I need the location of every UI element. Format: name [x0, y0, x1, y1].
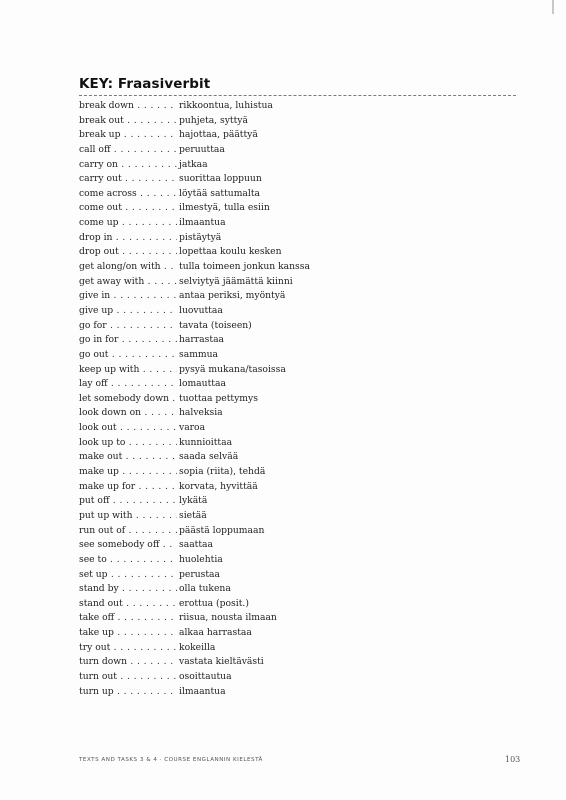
phrasal-verb: lay off . . . [79, 377, 177, 392]
finnish-translation: sammua [179, 348, 219, 360]
phrasal-verb: put up with . . . [79, 509, 177, 524]
phrasal-verb: make up for . . . [79, 480, 177, 495]
scan-edge-mark [552, 0, 554, 14]
page-number: 103 [505, 755, 521, 764]
finnish-translation: ilmestyä, tulla esiin [179, 202, 270, 214]
phrasal-verb: break down . . . [79, 99, 177, 114]
phrasal-verb: put off . . . [79, 494, 177, 509]
list-item [79, 450, 509, 465]
finnish-translation: ilmaantua [179, 217, 226, 229]
finnish-translation: pysyä mukana/tasoissa [179, 363, 286, 375]
finnish-translation: antaa periksi, myöntyä [179, 290, 286, 302]
list-item [79, 245, 509, 260]
finnish-translation: riisua, nousta ilmaan [179, 612, 277, 624]
finnish-translation: kokeilla [179, 641, 216, 653]
list-item [79, 187, 509, 202]
finnish-translation: jatkaa [179, 158, 208, 170]
phrasal-verb: look down on . . . [79, 406, 177, 421]
finnish-translation: perustaa [179, 568, 220, 580]
list-item [79, 128, 509, 143]
phrasal-verb: see to . . . [79, 553, 177, 568]
list-item [79, 289, 509, 304]
finnish-translation: erottua (posit.) [179, 597, 249, 609]
list-item [79, 392, 509, 407]
phrasal-verb: keep up with . . . [79, 363, 177, 378]
list-item [79, 538, 509, 553]
list-item [79, 260, 509, 275]
list-item [79, 201, 509, 216]
list-item [79, 436, 509, 451]
list-item [79, 641, 509, 656]
list-item [79, 655, 509, 670]
phrasal-verb: turn up . . . [79, 685, 177, 700]
finnish-translation: päästä loppumaan [179, 524, 265, 536]
finnish-translation: lykätä [179, 495, 208, 507]
finnish-translation: sopia (riita), tehdä [179, 466, 266, 478]
finnish-translation: kunnioittaa [179, 436, 233, 448]
finnish-translation: rikkoontua, luhistua [179, 100, 273, 111]
phrasal-verb: take up . . . [79, 626, 177, 641]
list-item [79, 377, 509, 392]
list-item [79, 304, 509, 319]
list-item [79, 421, 509, 436]
finnish-translation: varoa [179, 422, 206, 434]
phrasal-verb: see somebody off . . . [79, 538, 177, 553]
finnish-translation: sietää [179, 509, 207, 521]
list-item [79, 158, 509, 173]
finnish-translation: peruuttaa [179, 143, 225, 155]
finnish-translation: löytää sattumalta [179, 187, 261, 199]
list-item [79, 670, 509, 685]
phrasal-verb: set up . . . [79, 568, 177, 583]
list-item [79, 509, 509, 524]
list-item [79, 465, 509, 480]
list-item [79, 319, 509, 334]
phrasal-verb: make out . . . [79, 450, 177, 465]
list-item [79, 114, 509, 129]
phrasal-verb: break up . . . [79, 128, 177, 143]
list-item [79, 216, 509, 231]
list-item [79, 611, 509, 626]
phrasal-verb: give in . . . [79, 289, 177, 304]
finnish-translation: halveksia [179, 407, 223, 419]
phrasal-verb: take off . . . [79, 611, 177, 626]
phrasal-verb: stand by . . . [79, 582, 177, 597]
phrasal-verb: try out . . . [79, 641, 177, 656]
list-item [79, 363, 509, 378]
phrasal-verb: break out . . . [79, 114, 177, 129]
list-item [79, 494, 509, 509]
finnish-translation: luovuttaa [179, 304, 223, 316]
phrasal-verb: make up . . . [79, 465, 177, 480]
finnish-translation: ilmaantua [179, 685, 226, 697]
finnish-translation: saattaa [179, 539, 214, 551]
finnish-translation: lomauttaa [179, 378, 226, 390]
list-item [79, 553, 509, 568]
finnish-translation: alkaa harrastaa [179, 627, 252, 639]
finnish-translation: hajottaa, päättyä [179, 129, 258, 141]
phrasal-verb: carry on . . . [79, 158, 177, 173]
finnish-translation: harrastaa [179, 334, 225, 346]
list-item [79, 582, 509, 597]
list-item [79, 143, 509, 158]
list-item [79, 348, 509, 363]
phrasal-verb: go for . . . [79, 319, 177, 334]
finnish-translation: pistäytyä [179, 231, 222, 243]
list-item [79, 568, 509, 583]
phrasal-verb: drop out . . . [79, 245, 177, 260]
finnish-translation: tavata (toiseen) [179, 319, 252, 331]
phrasal-verb: go in for . . . [79, 333, 177, 348]
phrasal-verb: look out . . . [79, 421, 177, 436]
list-item [79, 480, 509, 495]
phrasal-verb: look up to . . . [79, 436, 177, 451]
phrasal-verb: turn out . . . [79, 670, 177, 685]
phrasal-verb: turn down . . . [79, 655, 177, 670]
finnish-translation: tulla toimeen jonkun kanssa [179, 261, 310, 273]
list-item [79, 597, 509, 612]
finnish-translation: vastata kieltävästi [179, 656, 264, 668]
list-item [79, 626, 509, 641]
phrasal-verb: call off . . . [79, 143, 177, 158]
finnish-translation: selviytyä jäämättä kiinni [179, 275, 293, 287]
phrasal-verb: get along/on with . . . [79, 260, 177, 275]
list-item [79, 231, 509, 246]
phrasal-verb: run out of . . . [79, 524, 177, 539]
phrasal-verb: come up . . . [79, 216, 177, 231]
list-item [79, 172, 509, 187]
finnish-translation: suorittaa loppuun [179, 173, 262, 185]
list-item [79, 99, 509, 114]
list-item [79, 524, 509, 539]
phrasal-verb-list [79, 99, 509, 699]
finnish-translation: olla tukena [179, 583, 231, 595]
phrasal-verb: let somebody down . . . [79, 392, 177, 407]
footer-text: TEXTS AND TASKS 3 & 4 · COURSE ENGLANNIN KIELESTÄ [79, 757, 263, 763]
phrasal-verb: go out . . . [79, 348, 177, 363]
phrasal-verb: give up . . . [79, 304, 177, 319]
finnish-translation: huolehtia [179, 553, 223, 565]
phrasal-verb: drop in . . . [79, 231, 177, 246]
phrasal-verb: carry out . . . [79, 172, 177, 187]
heading-divider [79, 95, 516, 96]
finnish-translation: tuottaa pettymys [179, 392, 258, 404]
phrasal-verb: come out . . . [79, 201, 177, 216]
list-item [79, 406, 509, 421]
finnish-translation: lopettaa koulu kesken [179, 246, 282, 258]
phrasal-verb: come across . . . [79, 187, 177, 202]
phrasal-verb: stand out . . . [79, 597, 177, 612]
list-item [79, 333, 509, 348]
finnish-translation: saada selvää [179, 451, 239, 463]
list-item [79, 275, 509, 290]
page-title: KEY: Fraasiverbit [79, 76, 211, 92]
phrasal-verb: get away with . . . [79, 275, 177, 290]
finnish-translation: korvata, hyvittää [179, 480, 258, 492]
list-item [79, 685, 509, 700]
finnish-translation: puhjeta, syttyä [179, 114, 248, 126]
finnish-translation: osoittautua [179, 670, 232, 682]
